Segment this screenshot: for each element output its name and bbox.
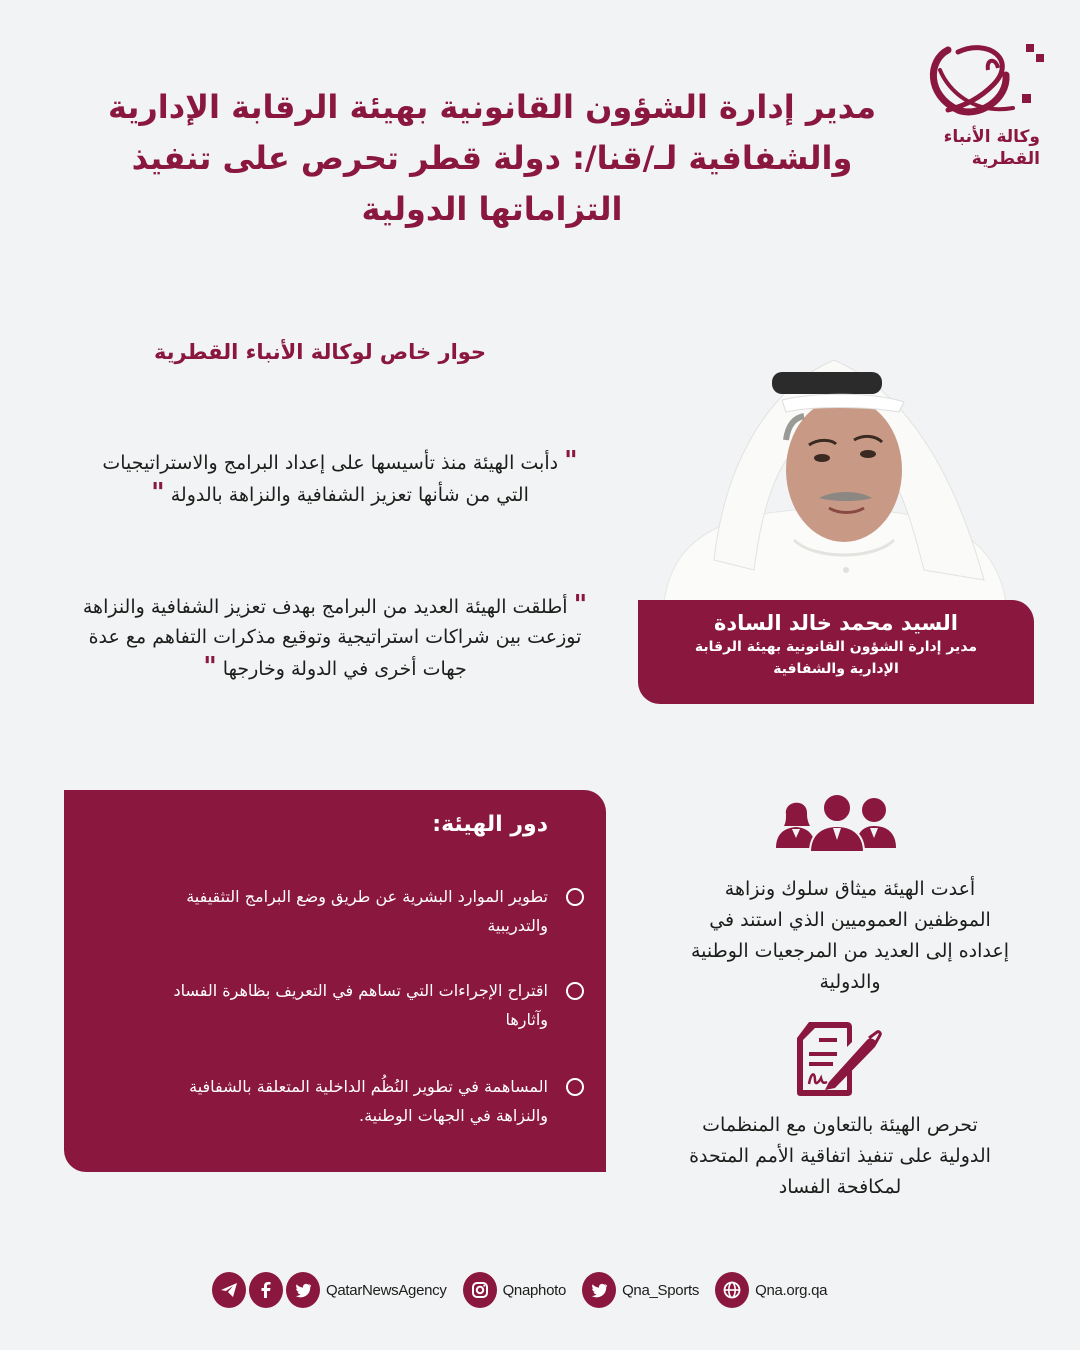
social-label-qna-sports[interactable]: Qna_Sports (622, 1281, 700, 1299)
qna-logo-icon (918, 30, 1058, 130)
logo-line2: القطرية (971, 149, 1040, 169)
list-item (84, 976, 584, 1034)
quote-line: أطلقت الهيئة العديد من البرامج بهدف تعزيز الشفافية والنزاهة (82, 596, 568, 618)
social-label-website[interactable]: Qna.org.qa (755, 1281, 828, 1299)
feature-un-convention (640, 1110, 1040, 1203)
person-photo (654, 330, 1014, 602)
feature-code-of-conduct (660, 874, 1040, 998)
qna-logo (918, 30, 1058, 170)
quote-line: توزعت بين شراكات استراتيجية وتوقيع مذكرات التفاهم مع عدة (88, 626, 582, 648)
title-line2: والشفافية لـ/قنا/: دولة قطر تحرص على تنفيذ (131, 139, 853, 177)
quote-line: دأبت الهيئة منذ تأسيسها على إعداد البرامج والاستراتيجيات (102, 452, 559, 474)
feature-line: الدولية على تنفيذ اتفاقية الأمم المتحدة (689, 1145, 991, 1167)
feature-line: والدولية (819, 971, 881, 993)
logo-line1: وكالة الأنباء (943, 127, 1040, 147)
signed-contract-icon (795, 1020, 885, 1098)
feature-line: الموظفين العموميين الذي استند في (709, 909, 991, 931)
open-quote-icon: " (564, 446, 578, 476)
quote-line: جهات أخرى في الدولة وخارجها (222, 658, 467, 680)
close-quote-icon: " (203, 652, 217, 682)
circle-bullet-icon (566, 888, 584, 906)
social-label-qnaphoto[interactable]: Qnaphoto (502, 1281, 567, 1299)
social-label-qatarnewsagency[interactable]: QatarNewsAgency (326, 1281, 447, 1299)
authority-role-heading: دور الهيئة: (432, 812, 548, 837)
list-item-line: اقتراح الإجراءات التي تساهم في التعريف بظاهرة الفساد (173, 981, 548, 1000)
list-item-line: والنزاهة في الجهات الوطنية. (358, 1106, 548, 1125)
instagram-icon[interactable] (463, 1272, 497, 1308)
globe-icon[interactable] (715, 1272, 749, 1308)
feature-line: تحرص الهيئة بالتعاون مع المنظمات (702, 1114, 978, 1136)
social-footer (212, 1270, 843, 1310)
circle-bullet-icon (566, 982, 584, 1000)
person-role-line1: مدير إدارة الشؤون القانونية بهيئة الرقابة (694, 639, 978, 655)
title-line3: التزاماتها الدولية (361, 190, 623, 228)
person-portrait-icon (654, 330, 1014, 602)
people-group-icon (776, 792, 898, 852)
quote-2 (30, 590, 640, 684)
close-quote-icon: " (151, 478, 165, 508)
twitter-icon[interactable] (286, 1272, 320, 1308)
interview-subtitle: حوار خاص لوكالة الأنباء القطرية (153, 340, 487, 364)
quote-1 (50, 446, 630, 510)
list-item (84, 882, 584, 940)
telegram-icon[interactable] (212, 1272, 246, 1308)
twitter-icon[interactable] (582, 1272, 616, 1308)
list-item-line: المساهمة في تطوير النُظُم الداخلية المتعلقة بالشفافية (189, 1077, 548, 1096)
list-item (84, 1072, 584, 1130)
list-item-line: والتدريبية (487, 916, 548, 935)
feature-line: لمكافحة الفساد (778, 1176, 902, 1198)
authority-role-box (64, 790, 606, 1172)
page-title (80, 82, 904, 235)
list-item-line: تطوير الموارد البشرية عن طريق وضع البرامج التثقيفية (186, 887, 548, 906)
list-item-line: وآثارها (505, 1010, 548, 1029)
quote-line: التي من شأنها تعزيز الشفافية والنزاهة بالدولة (170, 484, 529, 506)
facebook-icon[interactable] (249, 1272, 283, 1308)
circle-bullet-icon (566, 1078, 584, 1096)
feature-line: أعدت الهيئة ميثاق سلوك ونزاهة (724, 878, 976, 900)
title-line1: مدير إدارة الشؤون القانونية بهيئة الرقابة الإدارية (107, 88, 877, 126)
logo-text (918, 126, 1040, 170)
open-quote-icon: " (573, 590, 588, 620)
person-role-line2: الإدارية والشفافية (773, 661, 899, 677)
feature-line: إعداده إلى العديد من المرجعيات الوطنية (690, 940, 1009, 962)
person-name: السيد محمد خالد السادة (714, 611, 958, 635)
person-name-card (638, 600, 1034, 704)
person-role (638, 636, 1034, 680)
